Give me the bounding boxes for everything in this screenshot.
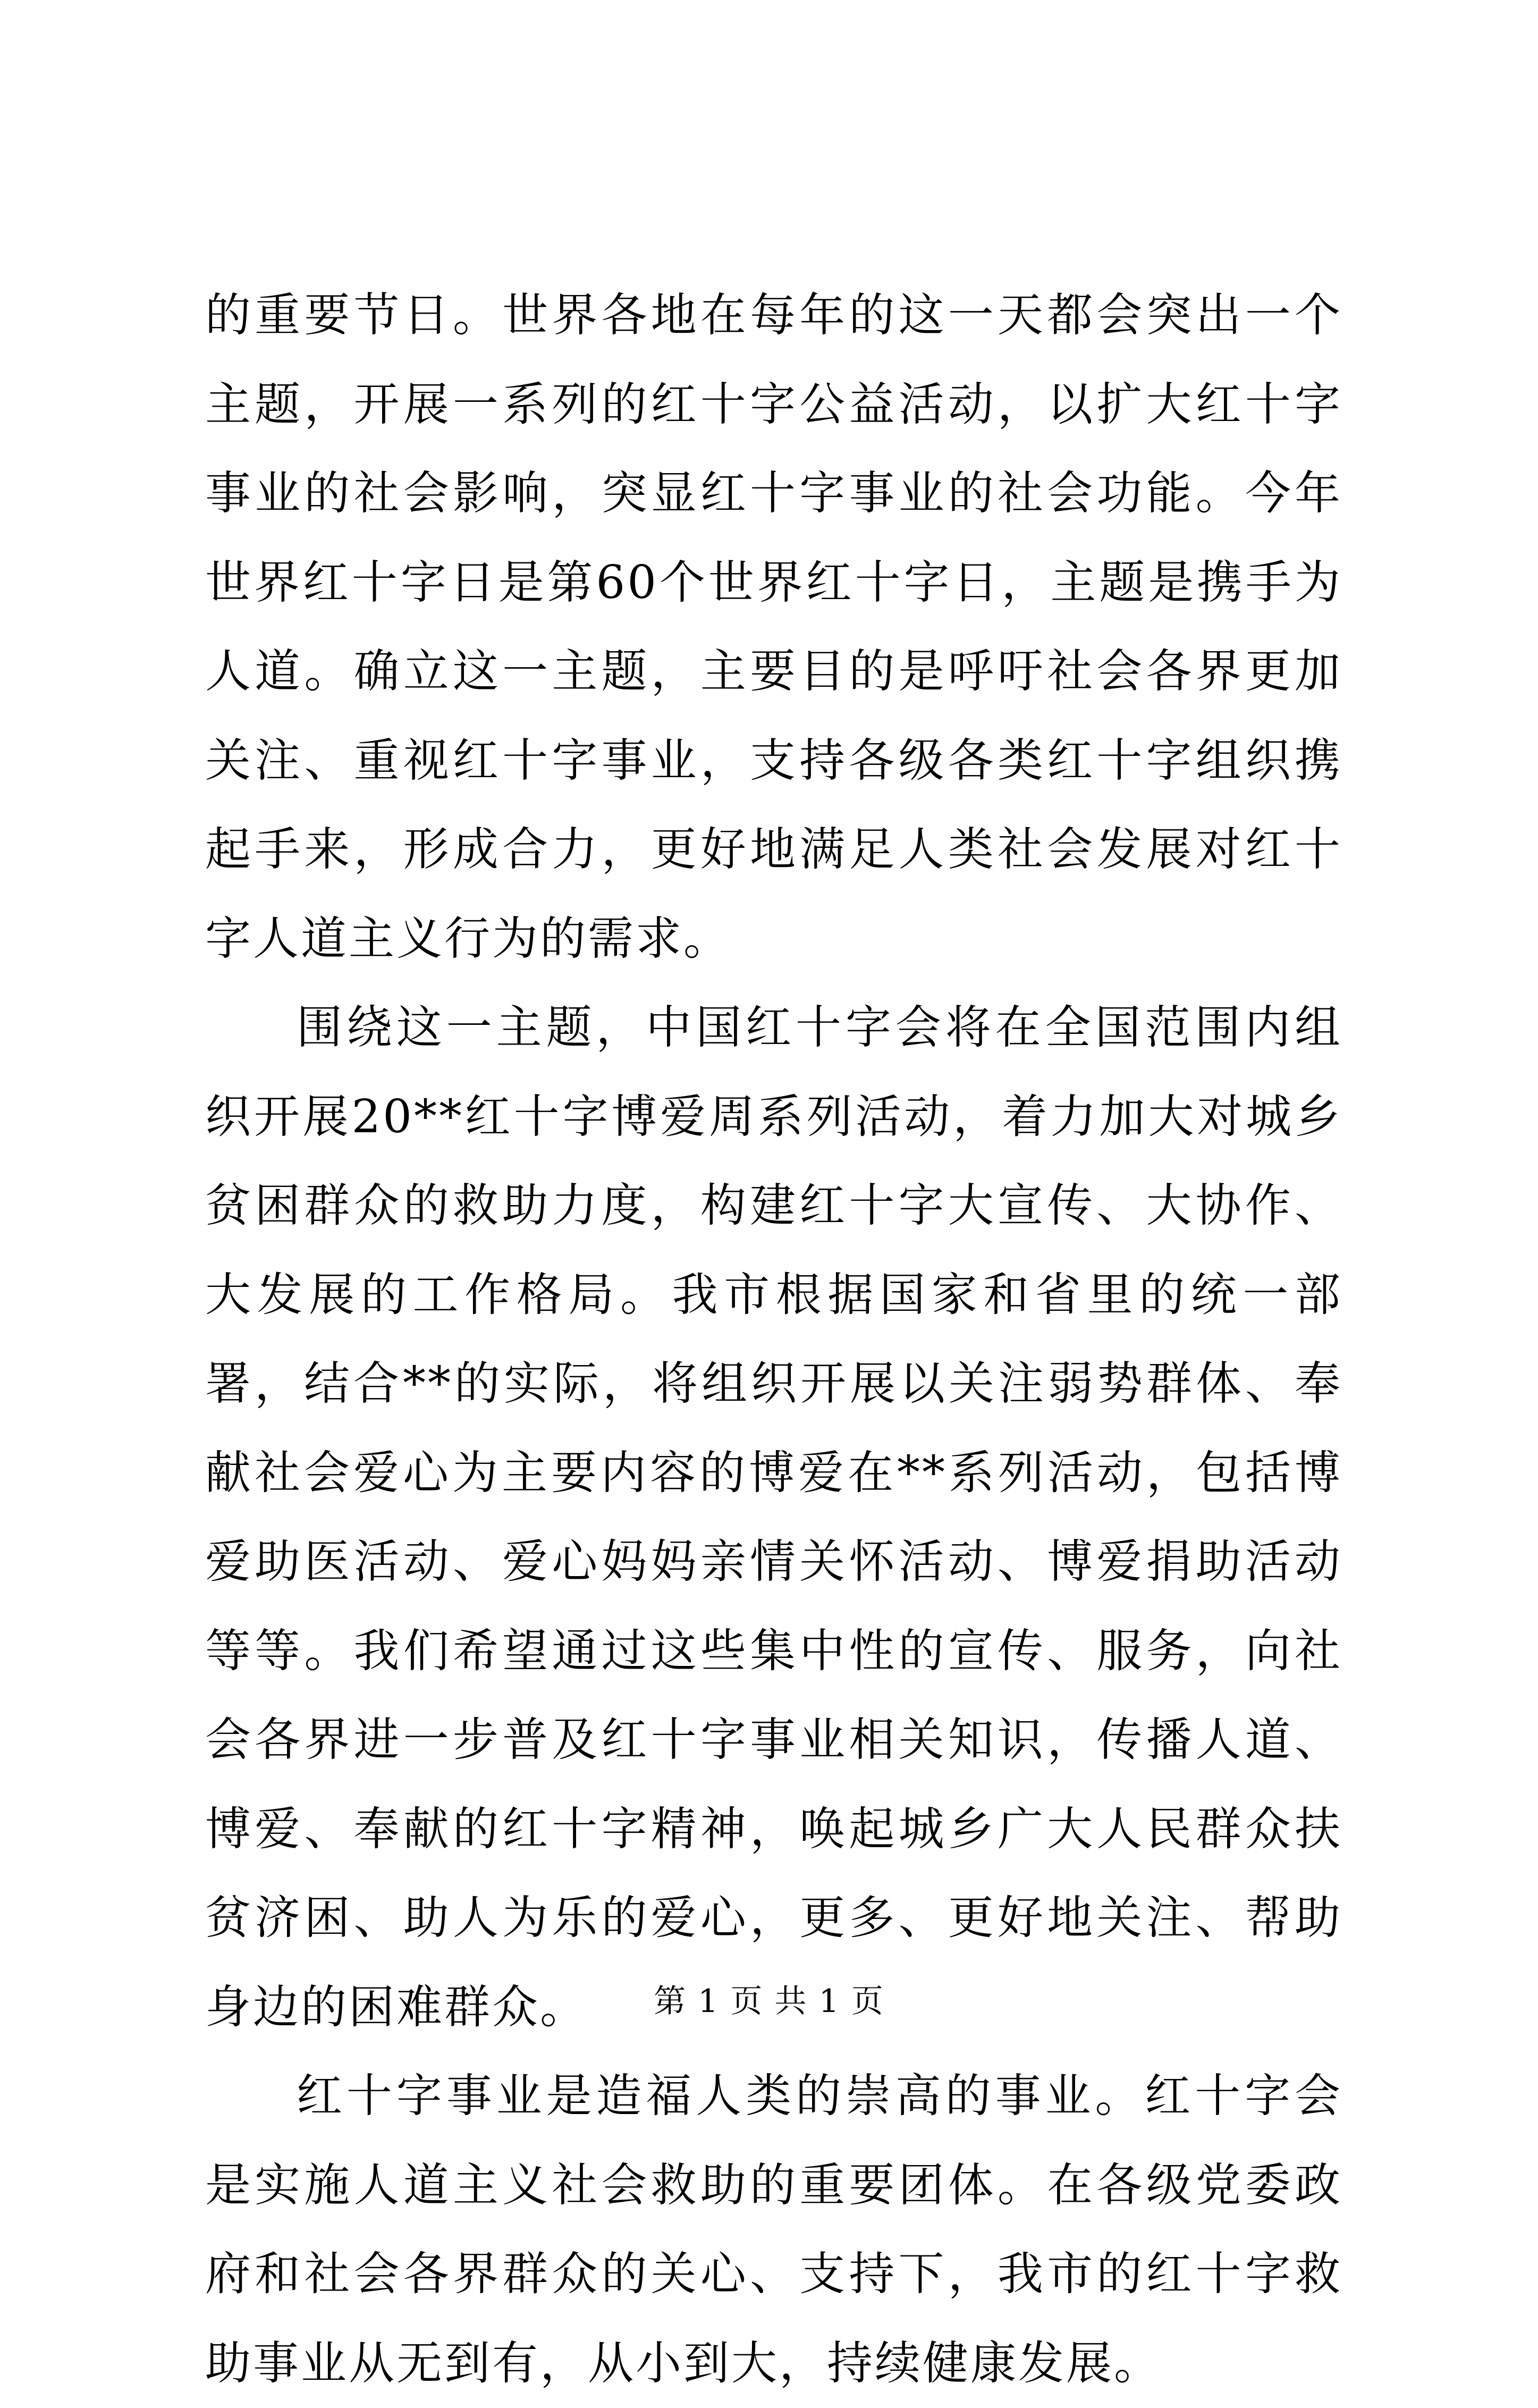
paragraph-red-cross-cause: 红十字事业是造福人类的崇高的事业。红十字会是实施人道主义社会救助的重要团体。在各级党委政府和社会各界群众的关心、支持下，我市的红十字救助事业从无到有，从小到大，持续健康发展。 — [205, 2069, 1342, 2390]
paragraph-campaign: 围绕这一主题，中国红十字会将在全国范围内组织开展20**红十字博爱周系列活动，着力加大对城乡贫困群众的救助力度，构建红十字大宣传、大协作、大发展的工作格局。我市根据国家和省里的统一部署，结合**的实际，将组织开展以关注弱势群体、奉献社会爱心为主要内容的博爱在**系列活动，包括博爱助医活动、爱心妈妈亲情关怀活动、博爱捐助活动等等。我们希望通过这些集中性的宣传、服务，向社会各界进一步普及红十字事业相关知识，传播人道、博爱、奉献的红十字精神，唤起城乡广大人民群众扶贫济困、助人为乐的爱心，更多、更好地关注、帮助身边的困难群众。 — [205, 1001, 1342, 2034]
document-body — [205, 271, 1342, 2408]
page-number-footer: 第 1 页 共 1 页 — [654, 1983, 884, 2020]
paragraph-continued: 的重要节日。世界各地在每年的这一天都会突出一个主题，开展一系列的红十字公益活动，以扩大红十字事业的社会影响，突显红十字事业的社会功能。今年世界红十字日是第60个世界红十字日，主题是携手为人道。确立这一主题，主要目的是呼吁社会各界更加关注、重视红十字事业，支持各级各类红十字组织携起手来，形成合力，更好地满足人类社会发展对红十字人道主义行为的需求。 — [205, 289, 1342, 965]
